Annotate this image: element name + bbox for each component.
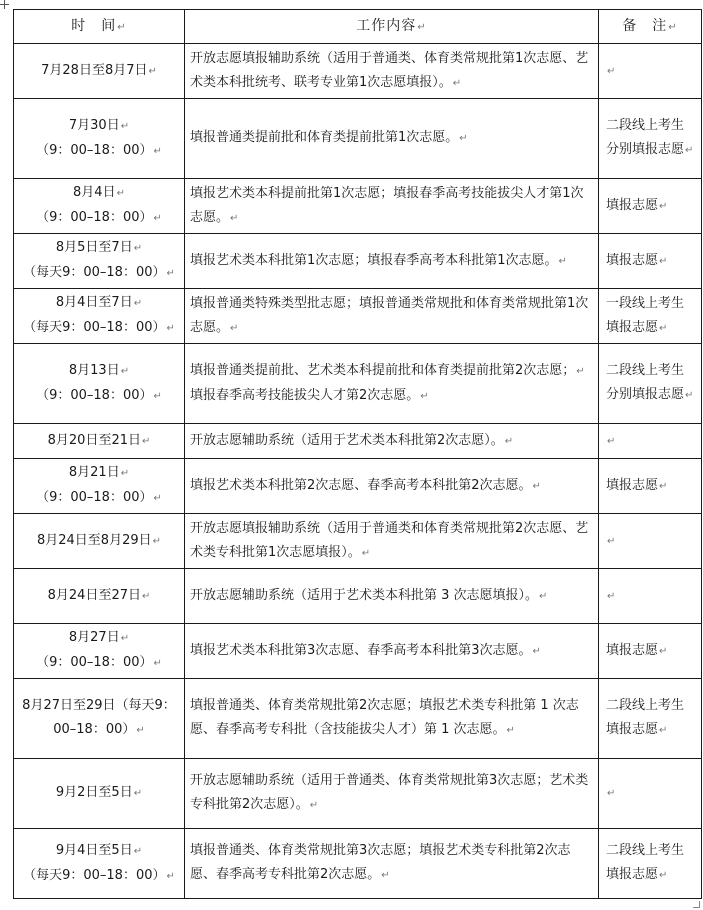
table-row xyxy=(14,459,702,514)
paragraph-mark-icon: ↵ xyxy=(120,633,130,644)
paragraph-mark-icon: ↵ xyxy=(133,845,143,857)
time-cell-line: （9：00–18：00）↵ xyxy=(36,655,162,670)
content-cell-line: 填报艺术类本科批第1次志愿；填报春季高考本科批第1次志愿。↵ xyxy=(190,252,567,268)
time-cell-line: 8月5日至7日↵ xyxy=(55,240,143,255)
content-cell xyxy=(185,829,599,899)
content-cell xyxy=(185,289,599,344)
paragraph-mark-icon: ↵ xyxy=(153,145,162,157)
paragraph-mark-icon: ↵ xyxy=(120,365,130,377)
time-cell xyxy=(14,234,185,289)
time-cell xyxy=(14,99,185,179)
time-cell-line: 8月27日↵ xyxy=(68,630,130,645)
time-cell-line: （9：00–18：00）↵ xyxy=(36,210,162,225)
table-row xyxy=(14,514,702,569)
time-cell-line: （9：00–18：00）↵ xyxy=(36,387,162,403)
content-cell xyxy=(185,44,599,99)
paragraph-mark-icon: ↵ xyxy=(120,468,130,479)
content-cell-line: 填报普通类、体育类常规批第3次志愿；填报艺术类专科批第2次志愿、春季高考专科批第2次志愿。↵ xyxy=(190,843,571,882)
note-cell xyxy=(599,759,702,829)
paragraph-mark-icon: ↵ xyxy=(607,788,616,799)
table-row xyxy=(14,44,702,99)
paragraph-mark-icon: ↵ xyxy=(309,800,319,811)
note-cell xyxy=(599,569,702,624)
paragraph-mark-icon: ↵ xyxy=(153,390,162,402)
paragraph-mark-icon: ↵ xyxy=(659,725,668,736)
paragraph-mark-icon: ↵ xyxy=(659,870,668,881)
time-cell-line: 8月24日至27日↵ xyxy=(47,587,151,603)
paragraph-mark-icon: ↵ xyxy=(141,435,151,447)
paragraph-mark-icon: ↵ xyxy=(230,322,239,334)
time-cell xyxy=(14,679,185,759)
content-cell-line: 开放志愿辅助系统（适用于艺术类本科批第 3 次志愿填报）。↵ xyxy=(190,587,548,603)
content-cell-line: 开放志愿填报辅助系统（适用于普通类、体育类常规批第1次志愿、艺术类本科批统考、联考专业第1次志愿填报）。↵ xyxy=(190,50,589,90)
table-row xyxy=(14,179,702,234)
paragraph-mark-icon: ↵ xyxy=(659,480,668,492)
content-cell-line: 开放志愿填报辅助系统（适用于普通类和体育类常规批第2次志愿、艺术类专科批第1次志愿填报）。↵ xyxy=(190,520,589,560)
content-cell xyxy=(185,459,599,514)
table-row xyxy=(14,424,702,459)
time-cell-line: （9：00–18：00）↵ xyxy=(36,490,162,505)
paragraph-mark-icon: ↵ xyxy=(558,255,567,267)
time-cell-line: 8月21日↵ xyxy=(68,465,130,480)
table-move-handle-icon[interactable] xyxy=(0,0,10,10)
note-cell: 填报志愿↵ xyxy=(599,624,702,679)
table-row xyxy=(14,234,702,289)
note-cell: 填报志愿↵ xyxy=(599,459,702,514)
content-cell-line: 填报普通类提前批和体育类提前批第1次志愿。↵ xyxy=(190,130,468,145)
time-cell-line: （每天9：00–18：00）↵ xyxy=(23,265,175,280)
content-cell-line: 填报春季高考技能拔尖人才第2次志愿。↵ xyxy=(190,387,429,403)
time-cell-line: 8月13日↵ xyxy=(68,362,130,378)
table-row xyxy=(14,569,702,624)
admission-schedule-table xyxy=(13,9,702,899)
time-cell xyxy=(14,759,185,829)
content-cell xyxy=(185,569,599,624)
paragraph-mark-icon: ↵ xyxy=(607,535,616,547)
content-cell-line: 填报艺术类本科批第2次志愿、春季高考本科批第2次志愿。↵ xyxy=(190,477,541,493)
paragraph-mark-icon: ↵ xyxy=(153,493,162,504)
paragraph-mark-icon: ↵ xyxy=(166,870,175,882)
content-cell xyxy=(185,624,599,679)
paragraph-mark-icon: ↵ xyxy=(685,390,694,401)
paragraph-mark-icon: ↵ xyxy=(420,390,429,402)
paragraph-mark-icon: ↵ xyxy=(504,435,514,447)
content-cell-line: 填报艺术类本科批第3次志愿、春季高考本科批第3次志愿。↵ xyxy=(190,642,541,658)
paragraph-mark-icon: ↵ xyxy=(166,268,175,279)
time-cell-line: 9月2日至5日↵ xyxy=(55,785,143,800)
table-row xyxy=(14,624,702,679)
header-time: 时 间↵ xyxy=(14,10,185,44)
table-row xyxy=(14,679,702,759)
paragraph-mark-icon: ↵ xyxy=(116,188,125,199)
header-note: 备 注↵ xyxy=(599,10,702,44)
time-cell-line: 8月4日↵ xyxy=(73,185,125,200)
content-cell-line: 开放志愿辅助系统（适用于普通类、体育类常规批第3次志愿；艺术类专科批第2次志愿）。↵ xyxy=(190,773,589,812)
time-cell xyxy=(14,829,185,899)
time-cell xyxy=(14,344,185,424)
table-row xyxy=(14,759,702,829)
note-cell: 二段线上考生填报志愿↵ xyxy=(599,829,702,899)
paragraph-mark-icon: ↵ xyxy=(532,480,541,492)
note-cell xyxy=(599,44,702,99)
content-cell xyxy=(185,99,599,179)
content-cell-line: 开放志愿辅助系统（适用于艺术类本科批第2次志愿）。↵ xyxy=(190,432,514,448)
time-cell xyxy=(14,459,185,514)
content-cell xyxy=(185,514,599,569)
paragraph-mark-icon: ↵ xyxy=(685,145,694,156)
content-cell xyxy=(185,234,599,289)
time-cell xyxy=(14,424,185,459)
paragraph-mark-icon: ↵ xyxy=(152,535,162,547)
paragraph-mark-icon: ↵ xyxy=(153,658,162,669)
paragraph-mark-icon: ↵ xyxy=(133,788,143,799)
paragraph-mark-icon: ↵ xyxy=(148,65,157,77)
paragraph-mark-icon: ↵ xyxy=(532,645,541,657)
paragraph-mark-icon: ↵ xyxy=(607,590,616,602)
content-cell xyxy=(185,679,599,759)
time-cell xyxy=(14,179,185,234)
note-cell: 二段线上考生分别填报志愿↵ xyxy=(599,344,702,424)
content-cell-line: 填报普通类提前批、艺术类本科提前批和体育类提前批第2次志愿；↵ xyxy=(190,362,585,378)
paragraph-mark-icon: ↵ xyxy=(133,243,143,254)
table-row xyxy=(14,99,702,179)
note-cell xyxy=(599,424,702,459)
note-cell xyxy=(599,514,702,569)
paragraph-mark-icon: ↵ xyxy=(381,870,390,881)
time-cell-line: 7月28日至8月7日↵ xyxy=(41,62,157,78)
table-row xyxy=(14,344,702,424)
paragraph-mark-icon: ↵ xyxy=(607,65,616,77)
paragraph-mark-icon: ↵ xyxy=(659,200,668,212)
time-cell-line: （每天9：00–18：00）↵ xyxy=(23,867,175,883)
time-cell-line: （9：00–18：00）↵ xyxy=(36,142,162,158)
paragraph-mark-icon: ↵ xyxy=(452,77,462,89)
time-cell-line: 8月27日至29日（每天9：00–18：00）↵ xyxy=(22,698,176,737)
time-cell xyxy=(14,514,185,569)
content-cell xyxy=(185,344,599,424)
note-cell: 填报志愿↵ xyxy=(599,234,702,289)
time-cell-line: 8月20日至21日↵ xyxy=(47,432,151,448)
time-cell-line: 8月4日至7日↵ xyxy=(55,295,143,310)
content-cell xyxy=(185,759,599,829)
paragraph-mark-icon: ↵ xyxy=(166,323,175,334)
paragraph-mark-icon: ↵ xyxy=(576,365,585,377)
paragraph-mark-icon: ↵ xyxy=(133,298,143,309)
time-cell-line: 8月24日至8月29日↵ xyxy=(36,532,162,548)
paragraph-mark-icon: ↵ xyxy=(459,133,468,144)
table-row xyxy=(14,829,702,899)
paragraph-mark-icon: ↵ xyxy=(539,590,548,602)
table-resize-handle-icon[interactable] xyxy=(693,901,700,908)
paragraph-mark-icon: ↵ xyxy=(136,725,145,736)
note-cell: 二段线上考生填报志愿↵ xyxy=(599,679,702,759)
content-cell-line: 填报普通类、体育类常规批第2次志愿；填报艺术类专科批第 1 次志愿、春季高考专科批（含技能拔尖人才）第 1 次志愿。↵ xyxy=(190,698,579,737)
paragraph-mark-icon: ↵ xyxy=(659,322,668,334)
time-cell xyxy=(14,569,185,624)
paragraph-mark-icon: ↵ xyxy=(153,213,162,224)
table-header-row xyxy=(14,10,702,44)
time-cell xyxy=(14,289,185,344)
content-cell xyxy=(185,179,599,234)
note-cell: 一段线上考生填报志愿↵ xyxy=(599,289,702,344)
table-body xyxy=(14,44,702,899)
paragraph-mark-icon: ↵ xyxy=(659,255,668,267)
time-cell-line: 9月4日至5日↵ xyxy=(55,842,143,858)
note-cell: 二段线上考生分别填报志愿↵ xyxy=(599,99,702,179)
content-cell xyxy=(185,424,599,459)
paragraph-mark-icon: ↵ xyxy=(361,547,371,559)
paragraph-mark-icon: ↵ xyxy=(230,212,239,224)
time-cell xyxy=(14,624,185,679)
paragraph-mark-icon: ↵ xyxy=(607,435,616,447)
table-row xyxy=(14,289,702,344)
time-cell xyxy=(14,44,185,99)
note-cell: 填报志愿↵ xyxy=(599,179,702,234)
paragraph-mark-icon: ↵ xyxy=(659,645,668,657)
header-content: 工作内容↵ xyxy=(185,10,599,44)
content-cell-line: 填报艺术类本科提前批第1次志愿；填报春季高考技能拔尖人才第1次志愿。↵ xyxy=(190,185,584,225)
time-cell-line: （每天9：00–18：00）↵ xyxy=(23,320,175,335)
time-cell-line: 7月30日↵ xyxy=(68,117,130,133)
paragraph-mark-icon: ↵ xyxy=(506,725,515,736)
paragraph-mark-icon: ↵ xyxy=(141,590,151,602)
paragraph-mark-icon: ↵ xyxy=(120,120,130,132)
content-cell-line: 填报普通类特殊类型批志愿；填报普通类常规批和体育类常规批第1次志愿。↵ xyxy=(190,295,589,335)
